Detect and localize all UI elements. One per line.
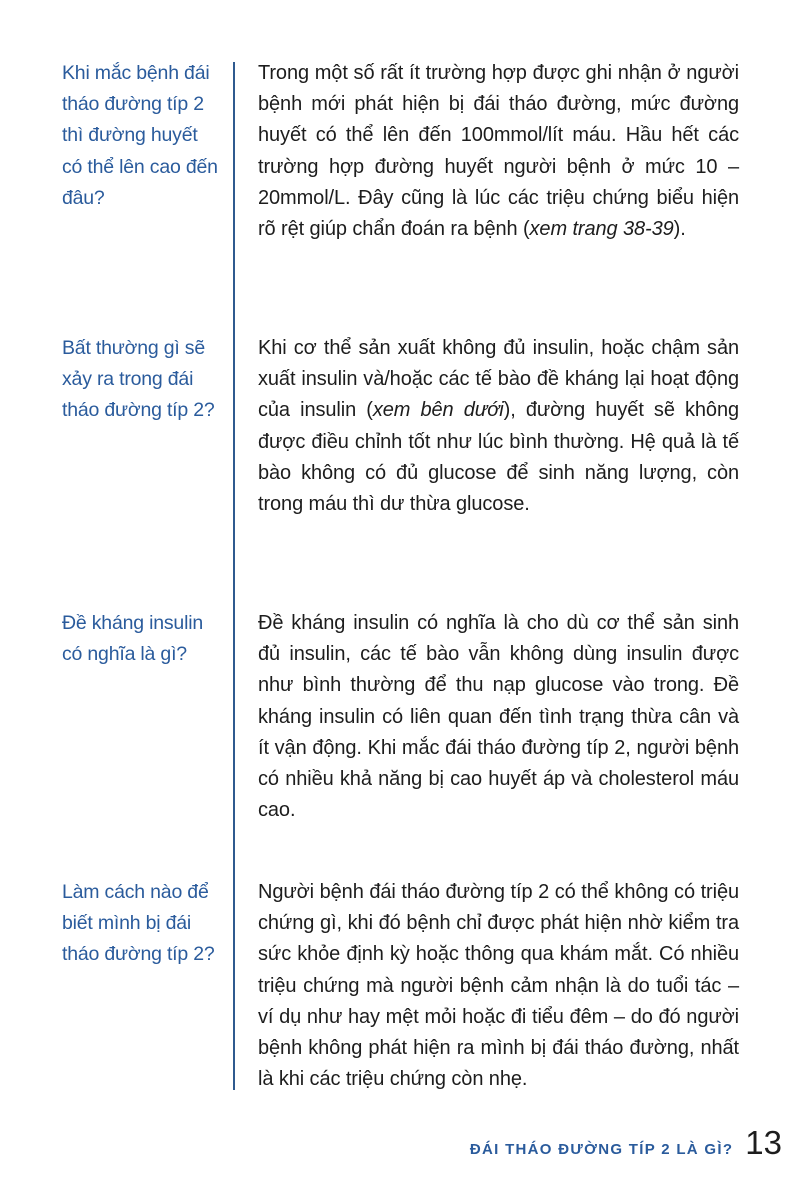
- answer-3: Đề kháng insulin có nghĩa là cho dù cơ thể sản sinh đủ insulin, các tế bào vẫn không dùng insulin được như bình thường để thu nạp glucose vào trong. Đề kháng insulin có liên quan đến tình trạng thừa cân và ít vận động. Khi mắc đái tháo đường típ 2, người bệnh có nhiều khả năng bị cao huyết áp và cholesterol máu cao.: [258, 612, 739, 822]
- answer-2: [258, 333, 739, 520]
- answer-2-text: Khi cơ thể sản xuất không đủ insulin, hoặc chậm sản xuất insulin và/hoặc các tế bào đề kháng lại hoạt động của insulin (: [258, 337, 739, 422]
- answer-1-tail: ).: [673, 218, 686, 241]
- question-4: Làm cách nào để biết mình bị đái tháo đường típ 2?: [62, 881, 215, 966]
- page-footer: [470, 1126, 782, 1159]
- answer-1: [258, 58, 739, 245]
- answer-4: Người bệnh đái tháo đường típ 2 có thể không có triệu chứng gì, khi đó bệnh chỉ được phát hiện nhờ kiểm tra sức khỏe định kỳ hoặc thông qua khám mắt. Có nhiều triệu chứng mà người bệnh cảm nhận là do tuổi tác – ví dụ như hay mệt mỏi hoặc đi tiểu đêm – do đó người bệnh không phát hiện ra mình bị đái tháo đường, nhất là khi các triệu chứng còn nhẹ.: [258, 881, 739, 1091]
- question-2: Bất thường gì sẽ xảy ra trong đái tháo đường típ 2?: [62, 337, 215, 422]
- running-title: ĐÁI THÁO ĐƯỜNG TÍP 2 LÀ GÌ?: [469, 1141, 734, 1158]
- answer-2-tail: ), đường huyết sẽ không được điều chỉnh tốt như lúc bình thường. Hệ quả là tế bào không có đủ glucose để sinh năng lượng, còn trong máu thì dư thừa glucose.: [258, 399, 740, 516]
- answer-1-text: Trong một số rất ít trường hợp được ghi nhận ở người bệnh mới phát hiện bị đái tháo đường, mức đường huyết có thể lên đến 100mmol/lít máu. Hầu hết các trường hợp đường huyết người bệnh ở mức 10 – 20mmol/L. Đây cũng là lúc các triệu chứng biểu hiện rõ rệt giúp chẩn đoán ra bệnh (: [258, 62, 739, 241]
- page-number: 13: [745, 1124, 782, 1161]
- question-1: Khi mắc bệnh đái tháo đường típ 2 thì đường huyết có thể lên cao đến đâu?: [62, 62, 218, 209]
- vertical-divider: [233, 62, 235, 1090]
- question-3: Đề kháng insulin có nghĩa là gì?: [62, 612, 203, 666]
- answer-1-reference: xem trang 38-39: [529, 218, 674, 241]
- answer-2-reference: xem bên dưới: [372, 399, 504, 422]
